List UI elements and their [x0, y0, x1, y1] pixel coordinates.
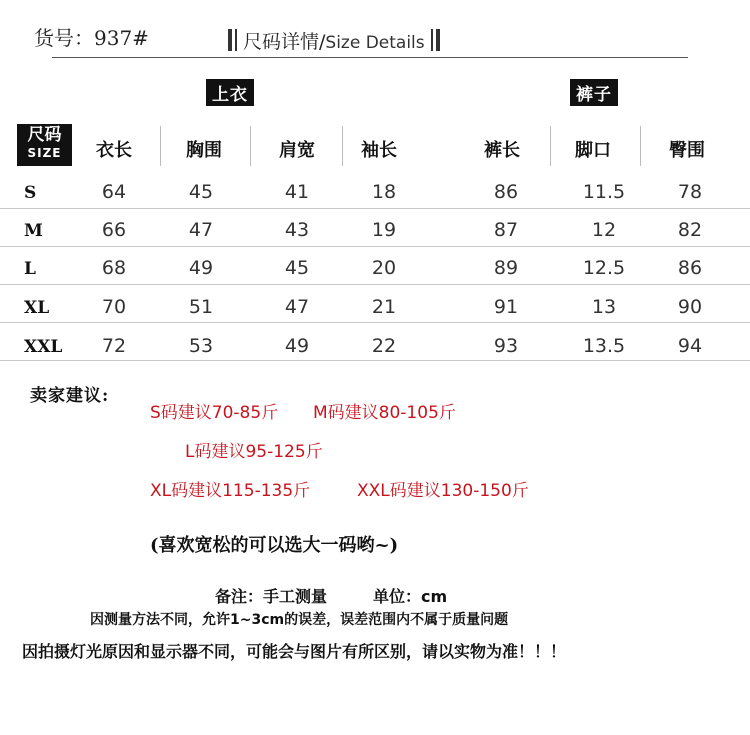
table-cell: 19	[371, 219, 397, 241]
title-bars-right-icon	[431, 29, 440, 51]
seller-advice-label: 卖家建议:	[30, 386, 110, 406]
recommendation-m: M码建议80-105斤	[313, 403, 456, 423]
product-number: 货号：937#	[34, 26, 149, 50]
table-cell: 45	[188, 181, 214, 203]
row-size-label: L	[24, 259, 36, 279]
row-size-label: XXL	[24, 337, 63, 357]
table-cell: 13.5	[582, 335, 626, 357]
note-color: 因拍摄灯光原因和显示器不同，可能会与图片有所区别，请以实物为准！！！	[22, 642, 567, 661]
header-separator	[160, 126, 161, 166]
note-unit: 单位：cm	[373, 587, 448, 606]
row-size-label: S	[24, 183, 37, 203]
header-pants-length: 裤长	[484, 140, 520, 161]
title-text	[243, 27, 425, 54]
recommendation-xl: XL码建议115-135斤	[150, 481, 311, 501]
table-cell: 49	[188, 257, 214, 279]
loose-fit-tip: (喜欢宽松的可以选大一码哟~)	[150, 535, 399, 556]
header-length: 衣长	[96, 140, 132, 161]
row-size-label: M	[24, 221, 43, 241]
table-cell: 13	[591, 296, 617, 318]
title-en: Size Details	[325, 32, 425, 53]
table-cell: 64	[101, 181, 127, 203]
title-cn: 尺码详情/	[243, 30, 326, 53]
table-cell: 86	[677, 257, 703, 279]
table-cell: 51	[188, 296, 214, 318]
size-badge-en: SIZE	[27, 146, 62, 160]
table-cell: 90	[677, 296, 703, 318]
table-cell: 91	[493, 296, 519, 318]
table-cell: 94	[677, 335, 703, 357]
header-separator	[550, 126, 551, 166]
table-cell: 11.5	[582, 181, 626, 203]
table-cell: 82	[677, 219, 703, 241]
table-cell: 12.5	[582, 257, 626, 279]
header-separator	[250, 126, 251, 166]
table-cell: 18	[371, 181, 397, 203]
table-cell: 70	[101, 296, 127, 318]
table-cell: 68	[101, 257, 127, 279]
table-cell: 21	[371, 296, 397, 318]
table-cell: 78	[677, 181, 703, 203]
header-leg-opening: 脚口	[575, 140, 611, 161]
table-cell: 93	[493, 335, 519, 357]
size-details-title	[228, 26, 440, 54]
table-cell: 49	[284, 335, 310, 357]
table-cell: 72	[101, 335, 127, 357]
table-cell: 43	[284, 219, 310, 241]
table-cell: 66	[101, 219, 127, 241]
table-cell: 87	[493, 219, 519, 241]
title-bars-left-icon	[228, 29, 237, 51]
table-cell: 41	[284, 181, 310, 203]
section-pants-badge: 裤子	[570, 79, 618, 106]
header-chest: 胸围	[186, 140, 222, 161]
header-separator	[640, 126, 641, 166]
recommendation-xxl: XXL码建议130-150斤	[357, 481, 529, 501]
header-shoulder: 肩宽	[279, 140, 315, 161]
row-divider	[0, 322, 750, 323]
header-hip: 臀围	[669, 140, 705, 161]
table-cell: 45	[284, 257, 310, 279]
recommendation-s: S码建议70-85斤	[150, 403, 279, 423]
table-cell: 47	[284, 296, 310, 318]
title-divider	[52, 57, 688, 58]
table-cell: 20	[371, 257, 397, 279]
note-error: 因测量方法不同，允许1~3cm的误差，误差范围内不属于质量问题	[90, 612, 509, 628]
section-top-badge: 上衣	[206, 79, 254, 106]
row-divider	[0, 208, 750, 209]
table-cell: 89	[493, 257, 519, 279]
row-divider	[0, 284, 750, 285]
row-divider	[0, 360, 750, 361]
row-size-label: XL	[24, 298, 50, 318]
table-cell: 12	[591, 219, 617, 241]
row-divider	[0, 246, 750, 247]
size-badge-cn: 尺码	[27, 125, 62, 145]
table-cell: 47	[188, 219, 214, 241]
recommendation-l: L码建议95-125斤	[185, 442, 323, 462]
header-sleeve: 袖长	[361, 140, 397, 161]
table-cell: 86	[493, 181, 519, 203]
table-cell: 22	[371, 335, 397, 357]
header-separator	[342, 126, 343, 166]
size-column-badge	[17, 124, 72, 166]
table-cell: 53	[188, 335, 214, 357]
note-method: 备注：手工测量	[215, 587, 328, 606]
